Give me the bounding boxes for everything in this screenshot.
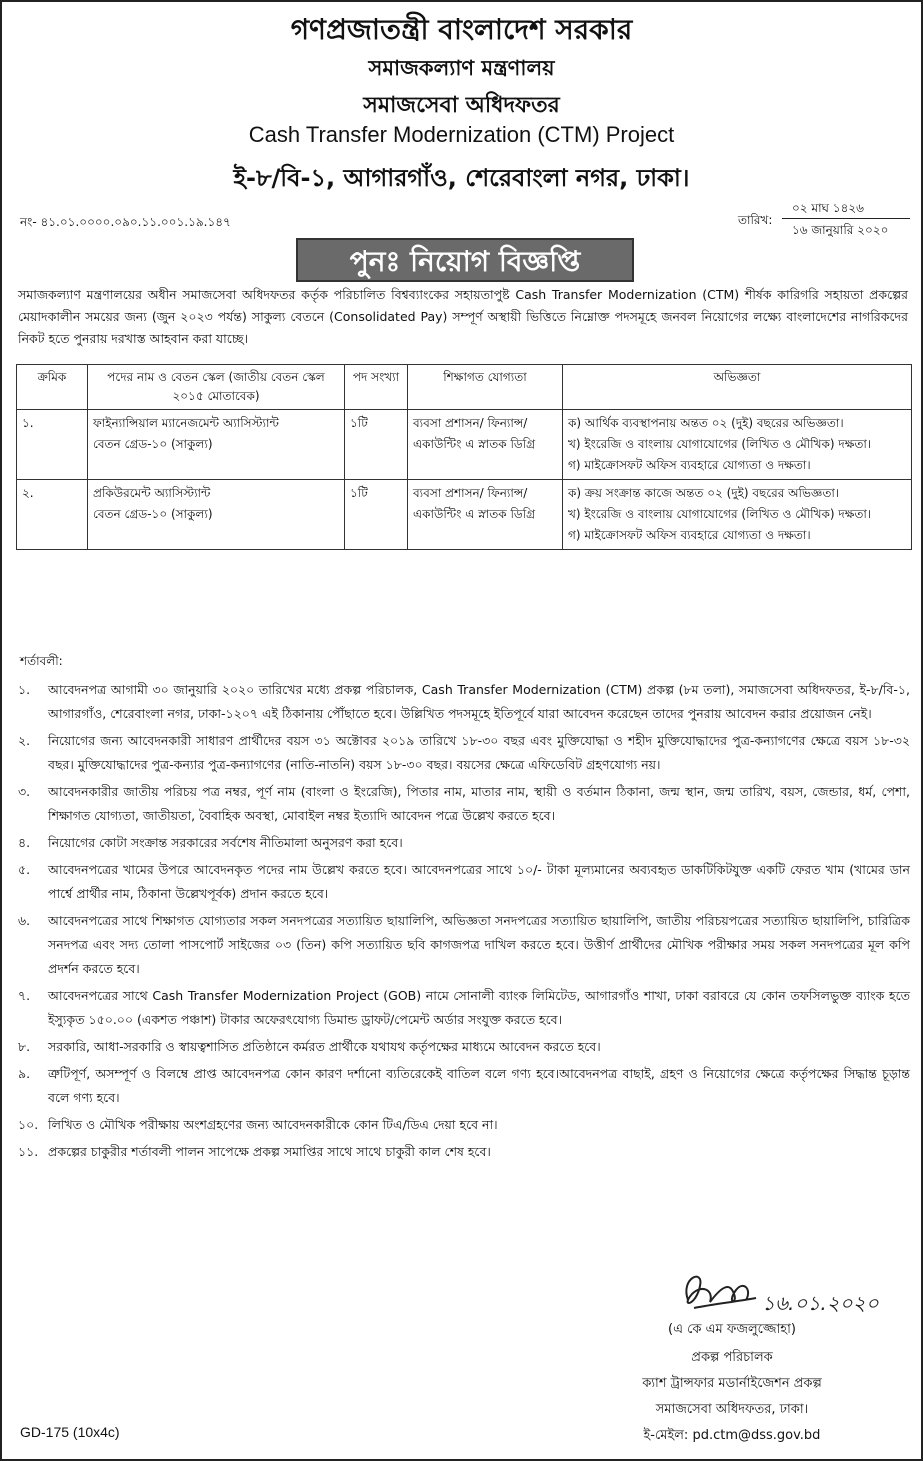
list-item — [18, 780, 910, 828]
handwritten-signature — [674, 1264, 904, 1320]
list-item — [18, 984, 910, 1032]
table-row — [17, 410, 912, 480]
table-row — [17, 480, 912, 550]
circular-banner: পুনঃ নিয়োগ বিজ্ঞপ্তি — [296, 238, 634, 282]
experience-item: গ) মাইক্রোসফট অফিস ব্যবহারে যোগ্যতা ও দক্ষতা। — [568, 528, 811, 542]
pay-scale: বেতন গ্রেড-১০ (সাকুল্য) — [93, 507, 213, 521]
post-name: ফাইন্যান্সিয়াল ম্যানেজমেন্ট অ্যাসিস্ট্যান্ট — [93, 416, 279, 430]
list-item — [18, 1113, 910, 1137]
row-post — [88, 410, 345, 480]
department-name: সমাজসেবা অধিদফতর — [363, 93, 560, 118]
term-text: নিয়োগের কোটা সংক্রান্ত সরকারের সর্বশেষ নীতিমালা অনুসরণ করা হবে। — [48, 835, 403, 850]
list-item — [18, 1140, 910, 1164]
ministry-name: সমাজকল্যাণ মন্ত্রণালয় — [368, 56, 555, 80]
positions-table — [16, 364, 912, 550]
signature-date: ১৬.০১.২০২০ — [762, 1291, 879, 1315]
term-text: প্রকল্পের চাকুরীর শর্তাবলী পালন সাপেক্ষে প্রকল্প সমাপ্তির সাথে সাথে চাকুরী কাল শেষ হবে। — [48, 1144, 491, 1159]
experience-item: খ) ইংরেজি ও বাংলায় যোগাযোগের (লিখিত ও মৌখিক) দক্ষতা। — [568, 507, 872, 521]
col-experience: অভিজ্ঞতা — [563, 365, 912, 410]
experience-item: ক) আর্থিক ব্যবস্থাপনায় অন্তত ০২ (দুই) বছরের অভিজ্ঞতা। — [568, 416, 844, 430]
term-number: ১. — [18, 682, 31, 697]
list-item — [18, 1062, 910, 1110]
col-education: শিক্ষাগত যোগ্যতা — [408, 365, 563, 410]
term-number: ১০. — [18, 1117, 39, 1132]
term-text: আবেদনপত্র আগামী ৩০ জানুয়ারি ২০২০ তারিখের মধ্যে প্রকল্প পরিচালক, Cash Transfer Modernization (CTM) প্রকল্প (৮ম তলা), সমাজসেবা অধিদফতর, ই-৮/বি-১, আগারগাঁও, শেরেবাংলা নগর, ঢাকা-১২০৭ এই ঠিকানায় পৌঁছাতে হবে। উল্লিখিত পদসমূহে ইতিপূর্বে যারা আবেদন করেছেন তাদের পুনরায় আবেদন করার প্রয়োজন নেই। — [48, 682, 910, 721]
signatory-office: সমাজসেবা অধিদফতর, ঢাকা। — [655, 1402, 809, 1417]
list-item — [18, 678, 910, 726]
col-serial: ক্রমিক — [17, 365, 88, 410]
experience-item: খ) ইংরেজি ও বাংলায় যোগাযোগের (লিখিত ও মৌখিক) দক্ষতা। — [568, 437, 872, 451]
row-education: ব্যবসা প্রশাসন/ ফিন্যান্স/একাউন্টিং এ স্নাতক ডিগ্রি — [408, 480, 563, 550]
term-number: ১১. — [18, 1144, 39, 1159]
row-count: ১টি — [345, 410, 408, 480]
term-number: ৪. — [18, 835, 31, 850]
term-text: আবেদনপত্রের সাথে Cash Transfer Modernization Project (GOB) নামে সোনালী ব্যাংক লিমিটেড, আগারগাঁও শাখা, ঢাকা বরাবরে যে কোন তফসিলভুক্ত ব্যাংক হতে ইস্যুকৃত ১৫০.০০ (একশত পঞ্চাশ) টাকার অফেরৎযোগ্য ডিমান্ড ড্রাফট/পেমেন্ট অর্ডার সংযুক্ত করতে হবে। — [48, 988, 910, 1027]
experience-item: ক) ক্রয় সংক্রান্ত কাজে অন্তত ০২ (দুই) বছরের অভিজ্ঞতা। — [568, 486, 840, 500]
memo-number: নং- ৪১.০১.০০০০.০৯০.১১.০০১.১৯.১৪৭ — [20, 215, 231, 229]
office-address: ই-৮/বি-১, আগারগাঁও, শেরেবাংলা নগর, ঢাকা। — [233, 164, 690, 192]
term-text: সরকারি, আধা-সরকারি ও স্বায়ত্বশাসিত প্রতিষ্ঠানে কর্মরত প্রার্থীকে যথাযথ কর্তৃপক্ষের মাধ্যমে আবেদন করতে হবে। — [48, 1039, 601, 1054]
pay-scale: বেতন গ্রেড-১০ (সাকুল্য) — [93, 437, 213, 451]
date-divider — [782, 218, 910, 219]
col-post: পদের নাম ও বেতন স্কেল (জাতীয় বেতন স্কেল ২০১৫ মোতাবেক) — [88, 365, 345, 410]
row-count: ১টি — [345, 480, 408, 550]
term-number: ৭. — [18, 988, 31, 1003]
term-number: ৯. — [18, 1066, 31, 1081]
row-experience — [563, 480, 912, 550]
term-text: ত্রুটিপূর্ণ, অসম্পূর্ণ ও বিলম্বে প্রাপ্ত আবেদনপত্র কোন কারণ দর্শানো ব্যতিরেকেই বাতিল বলে গণ্য হবে।আবেদনপত্র বাছাই, গ্রহণ ও নিয়োগের ক্ষেত্রে কর্তৃপক্ষের সিদ্ধান্ত চূড়ান্ত বলে গণ্য হবে। — [48, 1066, 910, 1105]
term-text: নিয়োগের জন্য আবেদনকারী সাধারণ প্রার্থীদের বয়স ৩১ অক্টোবর ২০১৯ তারিখে ১৮-৩০ বছর এবং মুক্তিযোদ্ধা ও শহীদ মুক্তিযোদ্ধাদের পুত্র-কন্যাগণের ক্ষেত্রে বয়স ১৮-৩২ বছর। মুক্তিযোদ্ধাদের পুত্র-কন্যার পুত্র-কন্যাগণের (নাতি-নাতনি) বয়স ১৮-৩০ বছর। বয়সের ক্ষেত্রে এফিডেবিট গ্রহণযোগ্য নয়। — [48, 733, 910, 772]
row-experience — [563, 410, 912, 480]
term-text: আবেদনপত্রের সাথে শিক্ষাগত যোগ্যতার সকল সনদপত্রের সত্যায়িত ছায়ালিপি, অভিজ্ঞতা সনদপত্রের সত্যায়িত ছায়ালিপি, জাতীয় পরিচয়পত্রের সত্যায়িত ছায়ালিপি, চারিত্রিক সনদপত্র এবং সদ্য তোলা পাসপোর্ট সাইজের ০৩ (তিন) কপি সত্যায়িত ছবি কাগজপত্র দাখিল করতে হবে। উত্তীর্ণ প্রার্থীদের মৌখিক পরীক্ষার সময় সকল সনদপত্রের মূল কপি প্রদর্শন করতে হবে। — [48, 913, 910, 976]
terms-list — [18, 678, 910, 1167]
signatory-name: (এ কে এম ফজলুজ্জোহা) — [668, 1322, 796, 1337]
term-text: লিখিত ও মৌখিক পরীক্ষায় অংশগ্রহণের জন্য আবেদনকারীকে কোন টিএ/ডিএ দেয়া হবে না। — [48, 1117, 498, 1132]
term-number: ৩. — [18, 784, 31, 799]
footer-code: GD-175 (10x4c) — [20, 1424, 120, 1440]
date-label: তারিখ: — [738, 213, 773, 227]
intro-paragraph: সমাজকল্যাণ মন্ত্রণালয়ের অধীন সমাজসেবা অধিদফতর কর্তৃক পরিচালিত বিশ্বব্যাংকের সহায়তাপুষ্ট Cash Transfer Modernization (CTM) শীর্ষক কারিগরি সহায়তা প্রকল্পের মেয়াদকালীন সময়ের জন্য (জুন ২০২৩ পর্যন্ত) সাকুল্য বেতনে (Consolidated Pay) সম্পূর্ণ অস্থায়ী ভিত্তিতে নিম্নোক্ত পদসমূহে জনবল নিয়োগের লক্ষ্যে বাংলাদেশের নাগরিকদের নিকট হতে পুনরায় দরখাস্ত আহবান করা যাচ্ছে। — [18, 287, 908, 346]
term-text: আবেদনকারীর জাতীয় পরিচয় পত্র নম্বর, পূর্ণ নাম (বাংলা ও ইংরেজি), পিতার নাম, মাতার নাম, স্থায়ী ও বর্তমান ঠিকানা, জন্ম স্থান, জন্ম তারিখ, বয়স, জেন্ডার, ধর্ম, পেশা, শিক্ষাগত যোগ্যতা, জাতীয়তা, বৈবাহিক অবস্থা, মোবাইল নম্বর ইত্যাদি আবেদন পত্রে উল্লেখ করতে হবে। — [48, 784, 910, 823]
signatory-designation: প্রকল্প পরিচালক — [691, 1350, 773, 1365]
list-item — [18, 831, 910, 855]
list-item — [18, 729, 910, 777]
row-post — [88, 480, 345, 550]
row-serial: ১. — [17, 410, 88, 480]
date-bangla: ০২ মাঘ ১৪২৬ — [792, 201, 864, 215]
project-name: Cash Transfer Modernization (CTM) Project — [248, 122, 675, 147]
terms-heading: শর্তাবলী: — [20, 654, 63, 668]
signatory-email: ই-মেইল: pd.ctm@dss.gov.bd — [643, 1428, 821, 1443]
term-text: আবেদনপত্রের খামের উপরে আবেদনকৃত পদের নাম উল্লেখ করতে হবে। আবেদনপত্রের সাথে ১০/- টাকা মূল্যমানের অব্যবহৃত ডাকটিকিটযুক্ত একটি ফেরত খাম (খামের ডান পার্শ্বে প্রার্থীর নাম, ঠিকানা উল্লেখপূর্বক) প্রদান করতে হবে। — [48, 862, 910, 901]
list-item — [18, 858, 910, 906]
row-serial: ২. — [17, 480, 88, 550]
signatory-project: ক্যাশ ট্রান্সফার মডার্নাইজেশন প্রকল্প — [642, 1376, 822, 1391]
term-number: ৬. — [18, 913, 31, 928]
term-number: ২. — [18, 733, 31, 748]
list-item — [18, 909, 910, 981]
post-name: প্রকিউরমেন্ট অ্যাসিস্ট্যান্ট — [93, 486, 211, 500]
term-number: ৮. — [18, 1039, 31, 1054]
term-number: ৫. — [18, 862, 31, 877]
row-education: ব্যবসা প্রশাসন/ ফিন্যান্স/একাউন্টিং এ স্নাতক ডিগ্রি — [408, 410, 563, 480]
table-header-row — [17, 365, 912, 410]
government-title: গণপ্রজাতন্ত্রী বাংলাদেশ সরকার — [290, 13, 633, 46]
date-english: ১৬ জানুয়ারি ২০২০ — [792, 223, 889, 237]
experience-item: গ) মাইক্রোসফট অফিস ব্যবহারে যোগ্যতা ও দক্ষতা। — [568, 458, 811, 472]
col-count: পদ সংখ্যা — [345, 365, 408, 410]
list-item — [18, 1035, 910, 1059]
